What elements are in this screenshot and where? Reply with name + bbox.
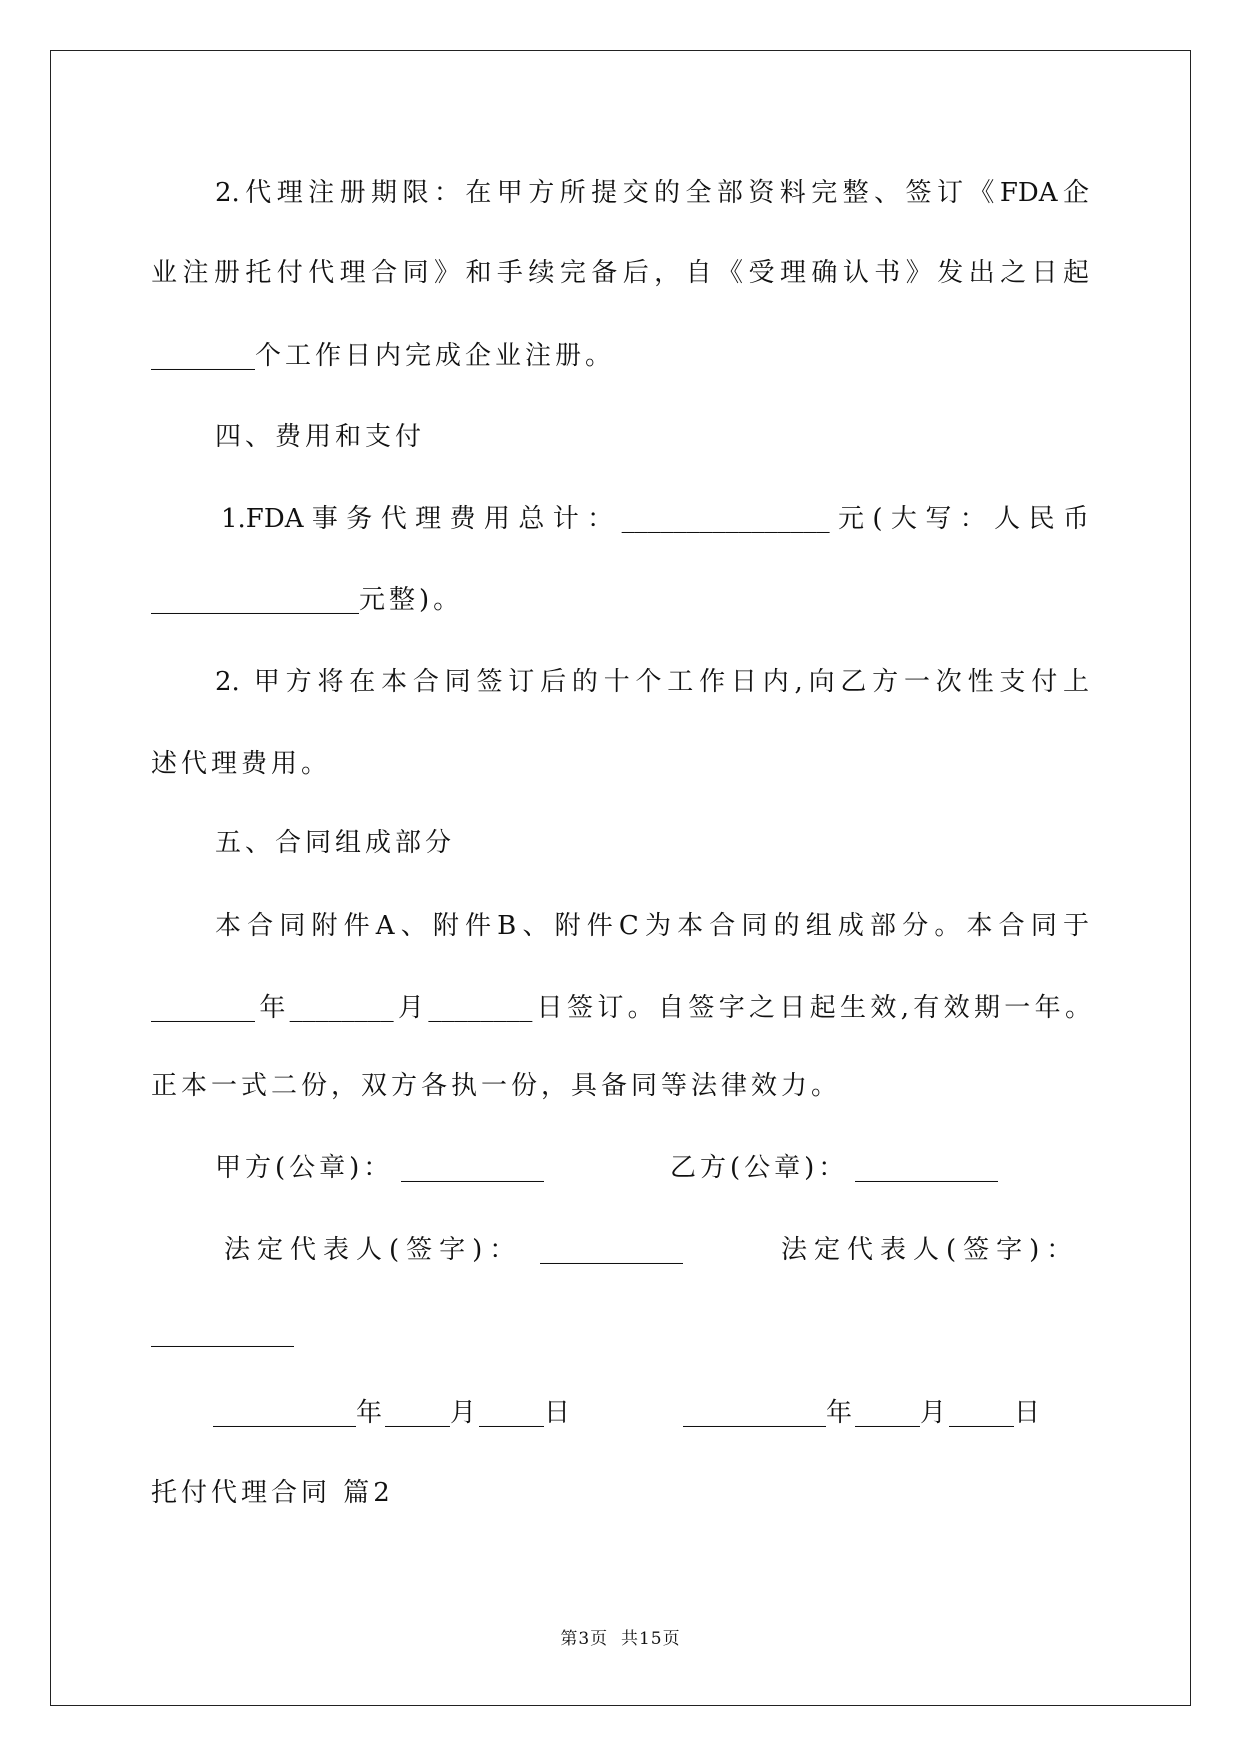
party-a-day-label: 日 bbox=[544, 1398, 574, 1428]
signing-date-tail: 日签订。自签字之日起生效,有效期一年。 bbox=[532, 993, 1091, 1023]
fee-capital-label: 元(大写：人民币 bbox=[829, 504, 1089, 534]
registration-term-line-3-text: 个工作日内完成企业注册。 bbox=[255, 341, 616, 371]
signing-day-blank: ________ bbox=[428, 993, 533, 1023]
payment-line-1: 2. 甲方将在本合同签订后的十个工作日内,向乙方一次性支付上 bbox=[215, 667, 1089, 697]
signing-month-label: 月 bbox=[393, 993, 429, 1023]
party-a-seal-blank: ___________ bbox=[401, 1153, 544, 1183]
party-b-date-line bbox=[683, 1395, 1043, 1431]
party-b-month-blank: _____ bbox=[855, 1398, 921, 1428]
next-contract-title: 托付代理合同 篇2 bbox=[151, 1478, 394, 1508]
fee-total-label: 1.FDA事务代理费用总计： bbox=[221, 504, 622, 534]
composition-line-1: 本合同附件A、附件B、附件C为本合同的组成部分。本合同于 bbox=[215, 911, 1089, 941]
fee-capital-blank: ________________ bbox=[151, 585, 359, 615]
composition-line-3: 正本一式二份，双方各执一份，具备同等法律效力。 bbox=[151, 1071, 842, 1101]
party-b-month-label: 月 bbox=[920, 1398, 950, 1428]
party-a-rep-label: 法定代表人(签字)： bbox=[224, 1235, 523, 1265]
party-a-month-label: 月 bbox=[450, 1398, 480, 1428]
party-b-rep-blank: ___________ bbox=[151, 1318, 294, 1348]
party-a-day-blank: _____ bbox=[479, 1398, 545, 1428]
fee-total-line bbox=[221, 501, 1089, 537]
working-days-blank: ________ bbox=[151, 341, 255, 371]
signing-date-line bbox=[151, 990, 1091, 1026]
party-b-seal-blank: ___________ bbox=[855, 1153, 998, 1183]
party-b-seal-label: 乙方(公章)： bbox=[670, 1153, 849, 1183]
page-border bbox=[50, 50, 1191, 1706]
party-a-seal-label: 甲方(公章)： bbox=[215, 1153, 394, 1183]
section-5-heading: 五、合同组成部分 bbox=[215, 828, 456, 858]
registration-term-line-3 bbox=[151, 338, 615, 374]
page-number-indicator: 第3页 共15页 bbox=[560, 1629, 681, 1649]
signing-year-label: 年 bbox=[255, 993, 290, 1023]
signing-year-blank: ________ bbox=[151, 993, 255, 1023]
party-b-day-label: 日 bbox=[1014, 1398, 1044, 1428]
registration-term-line-1: 2.代理注册期限：在甲方所提交的全部资料完整、签订《FDA企 bbox=[215, 178, 1089, 208]
party-b-rep-label: 法定代表人(签字)： bbox=[781, 1235, 1080, 1265]
fee-capital-line bbox=[151, 582, 463, 618]
section-4-heading: 四、费用和支付 bbox=[215, 422, 426, 452]
signing-month-blank: ________ bbox=[289, 993, 394, 1023]
payment-line-2: 述代理费用。 bbox=[151, 749, 332, 779]
fee-amount-blank: ________________ bbox=[621, 504, 830, 534]
party-a-rep-blank: ___________ bbox=[540, 1235, 683, 1265]
party-b-year-blank: ___________ bbox=[683, 1398, 826, 1428]
party-b-day-blank: _____ bbox=[949, 1398, 1015, 1428]
party-a-date-line bbox=[213, 1395, 573, 1431]
party-a-month-blank: _____ bbox=[385, 1398, 451, 1428]
registration-term-line-2: 业注册托付代理合同》和手续完备后，自《受理确认书》发出之日起 bbox=[151, 258, 1089, 288]
fee-capital-unit: 元整)。 bbox=[359, 585, 464, 615]
party-a-year-blank: ___________ bbox=[213, 1398, 356, 1428]
party-b-year-label: 年 bbox=[826, 1398, 856, 1428]
party-a-year-label: 年 bbox=[356, 1398, 386, 1428]
